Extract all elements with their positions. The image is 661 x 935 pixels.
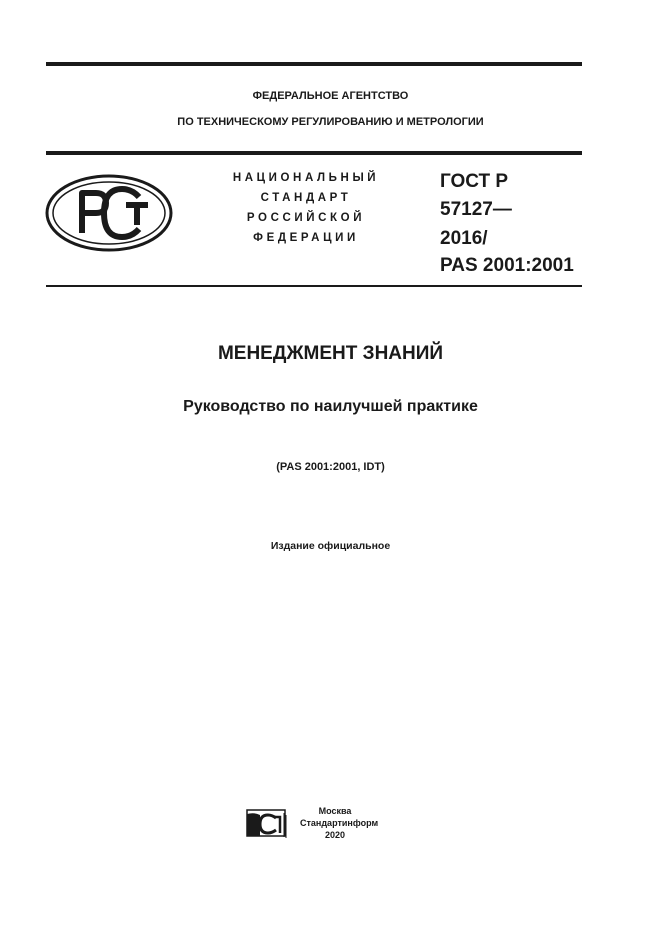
block-rule <box>46 285 582 287</box>
agency-name-line1: ФЕДЕРАЛЬНОЕ АГЕНТСТВО <box>252 90 409 102</box>
publication-year: 2020 <box>324 830 346 840</box>
document-title: МЕНЕДЖМЕНТ ЗНАНИЙ <box>217 343 444 364</box>
national-standard-line: НАЦИОНАЛЬНЫЙ <box>232 172 380 184</box>
agency-name-line2: ПО ТЕХНИЧЕСКОМУ РЕГУЛИРОВАНИЮ И МЕТРОЛОГИИ <box>177 116 484 128</box>
national-standard-line: РОССИЙСКОЙ <box>246 212 366 224</box>
top-rule <box>46 62 582 66</box>
standard-designation-line: ГОСТ Р <box>440 171 509 192</box>
edition-label: Издание официальное <box>270 540 391 552</box>
document-reference: (PAS 2001:2001, IDT) <box>276 461 385 473</box>
standartinform-logo-icon <box>246 809 290 844</box>
publisher-city: Москва <box>318 806 352 816</box>
standard-designation-line: 2016/ <box>440 228 488 249</box>
national-standard-line: СТАНДАРТ <box>260 192 352 204</box>
rst-gost-emblem-icon <box>44 173 174 258</box>
document-subtitle: Руководство по наилучшей практике <box>183 398 478 415</box>
publisher-name: Стандартинформ <box>300 818 379 828</box>
standard-designation-line: 57127— <box>440 199 512 220</box>
standard-designation-line: PAS 2001:2001 <box>440 255 574 276</box>
national-standard-line: ФЕДЕРАЦИИ <box>253 232 359 244</box>
header-rule <box>46 151 582 155</box>
